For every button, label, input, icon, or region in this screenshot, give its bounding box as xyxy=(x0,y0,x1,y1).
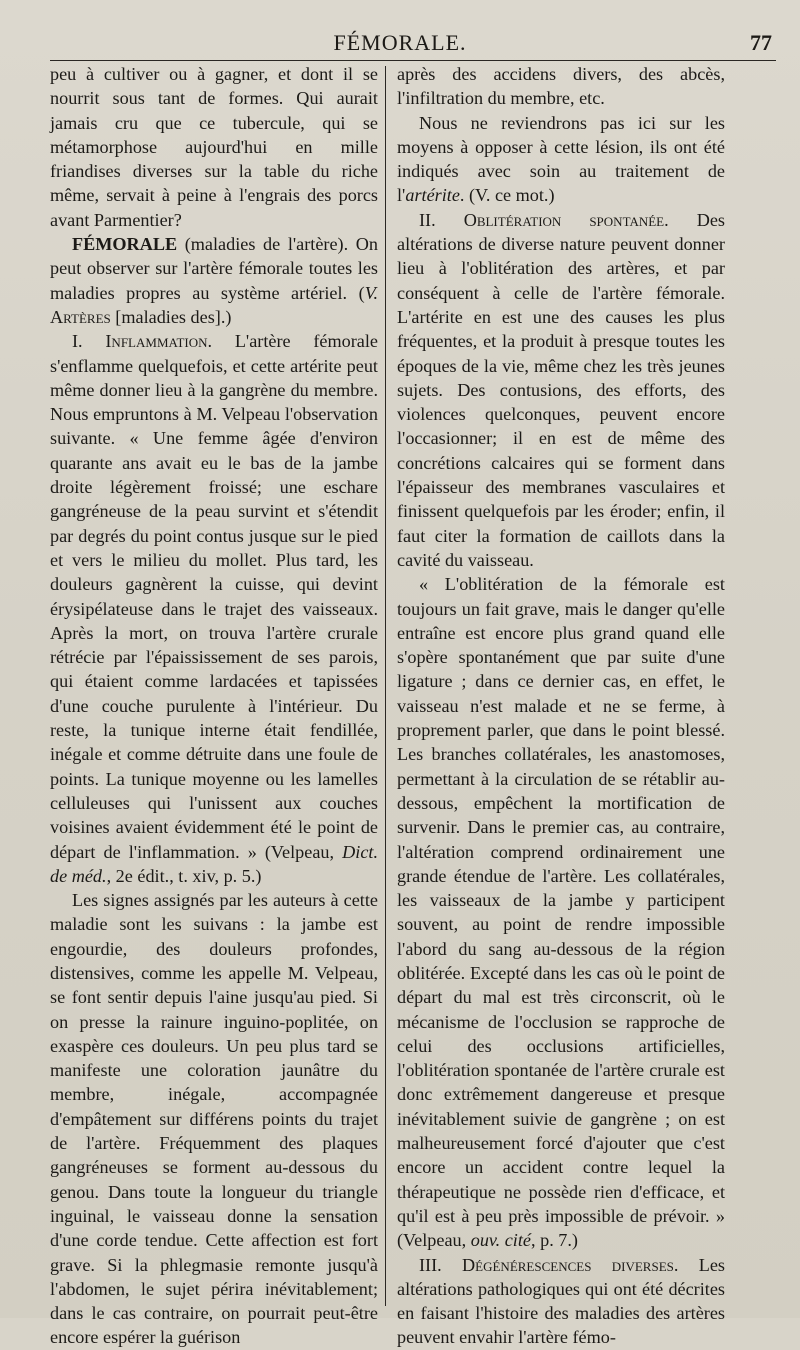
section-number: I. xyxy=(72,331,106,352)
paragraph-text: Les signes assignés par les auteurs à cette maladie sont les suivans : la jambe est engourdie, des douleurs profondes, distensives, comme les appelle M. Velpeau, se font sentir depuis l'aine jusqu'au pied. Si on presse la rainure inguino-poplitée, on exaspère ces douleurs. Un peu plus tard se manifeste une coloration jaunâtre du membre, inégale, accompagnée d'empâtement sur différens points du trajet de l'artère. Fréquemment des plaques gangréneuses se forment au-dessous du genou. Dans toute la longueur du triangle inguinal, le vaisseau donne la sensation d'une corde tendue. Cette affection est fort grave. Si la phlegmasie remonte jusqu'à l'abdomen, le sujet périra inévitablement; dans le cas contraire, on pourrait peut-être encore espérer la guérison xyxy=(50,890,378,1348)
paragraph-inflammation xyxy=(50,329,378,888)
column-divider xyxy=(385,66,386,1306)
paragraph-text: . (V. ce mot.) xyxy=(459,185,555,206)
section-number: II. xyxy=(419,209,464,230)
paragraph-signs xyxy=(50,888,378,1350)
paragraph-text: (maladies de l'artère). On peut observer sur l'artère fémorale toutes les maladies propres au système artériel. ( xyxy=(50,234,378,303)
paragraph-obliteration xyxy=(397,208,725,572)
italic-citation: Dict. de méd. xyxy=(50,841,378,886)
paragraph-text: , p. 7.) xyxy=(531,1230,578,1251)
paragraph-text: peu à cultiver ou à gagner, et dont il se nourrit sous tant de formes. Qui aurait jamais cru que ce tubercule, qui se métamorphose aujourd'hui en mille friandises diverses sur la table du riche même, servait à peine à l'engrais des porcs avant Parmentier? xyxy=(50,64,378,230)
italic-ref: V. xyxy=(364,282,378,303)
paragraph-text: Nous ne reviendrons pas ici sur les moyens à opposer à cette lésion, ils ont été indiqués avec soin au traitement de l' xyxy=(397,112,725,206)
small-caps-ref: Artères xyxy=(50,306,111,327)
running-head xyxy=(0,30,800,62)
italic-term: artérite xyxy=(405,185,460,206)
paragraph-text: Les altérations pathologiques qui ont été décrites en faisant l'histoire des maladies des artères peuvent envahir l'artère fémo- xyxy=(397,1254,725,1348)
paragraph-continued xyxy=(50,62,378,232)
section-heading: Dégénérescences diverses. xyxy=(462,1254,679,1275)
paragraph-continued xyxy=(397,62,725,111)
paragraph-treatment xyxy=(397,111,725,208)
paragraph-text: après des accidens divers, des abcès, l'infiltration du membre, etc. xyxy=(397,64,725,109)
left-column xyxy=(50,62,378,1350)
paragraph-text: Des altérations de diverse nature peuvent donner lieu à l'oblitération des artères, et par conséquent à celle de l'artère fémorale. L'artérite en est une des causes les plus fréquentes, et la produit à presque toutes les époques de la vie, même chez les très jeunes sujets. Des contusions, des efforts, des violences quelconques, peuvent encore l'occasionner; il en est de même des concrétions calcaires qui se forment dans l'épaisseur des membranes vasculaires et finissent quelquefois par les éroder; enfin, il faut citer la formation de caillots dans la cavité du vaisseau. xyxy=(397,209,725,570)
paragraph-text: [maladies des].) xyxy=(110,306,232,327)
paragraph-text: , 2e édit., t. xiv, p. 5.) xyxy=(106,865,262,886)
paragraph-text: L'artère fémorale s'enflamme quelquefois, et cette artérite peut même donner lieu à la gangrène du membre. Nous empruntons à M. Velpeau l'observation suivante. « Une femme âgée d'environ quarante ans avait eu le bas de la jambe droite légèrement froissé; une eschare gangréneuse de la peau survint et s'étendit par degrés du point contus jusque sur le pied et vers le milieu du mollet. Plus tard, les douleurs gagnèrent la cuisse, qui devint érysipélateuse dans le trajet des vaisseaux. Après la mort, on trouva l'artère crurale rétrécie par l'épaississement de ses parois, qui étaient comme lardacées et tapissées d'une couche purulente à l'intérieur. Du reste, la tunique interne était fendillée, inégale et comme détruite dans une foule de points. La tunique moyenne ou les lamelles celluleuses qui l'unissent aux couches voisines avaient évidemment été le point de départ de l'inflammation. » (Velpeau, xyxy=(50,331,378,862)
running-title: FÉMORALE. xyxy=(333,30,467,55)
section-heading: Inflammation. xyxy=(105,331,213,352)
entry-headword: FÉMORALE xyxy=(72,234,178,255)
italic-citation: ouv. cité xyxy=(470,1230,531,1251)
paragraph-quote-velpeau xyxy=(397,572,725,1252)
paragraph-femorale-entry xyxy=(50,232,378,329)
right-column xyxy=(397,62,725,1350)
paragraph-text: « L'oblitération de la fémorale est toujours un fait grave, mais le danger qu'elle entraîne est encore plus grand quand elle s'opère spontanément que par suite d'une ligature ; dans ce dernier cas, en effet, le vaisseau n'est malade et ne se ferme, à proprement parler, que dans le point blessé. Les branches collatérales, les anastomoses, permettant à la circulation de se rétablir au-dessous, empêchent la mortification de survenir. Dans le premier cas, au contraire, l'altération comprend ordinairement une grande étendue de l'artère. Les collatérales, les vaisseaux de la jambe y participent souvent, au point de rendre impossible l'abord du sang au-dessous de la région oblitérée. Excepté dans les cas où le point de départ du mal est très circonscrit, où le mécanisme de l'occlusion se rapproche de celui des occlusions artificielles, l'oblitération spontanée de l'artère crurale est donc extrêmement dangereuse et presque inévitablement suivie de gangrène ; on est malheureusement forcé d'ajouter que c'est encore un accident contre lequel la thérapeutique ne possède rien d'efficace, et qu'il est à peu près impossible de prévoir. » (Velpeau, xyxy=(397,574,725,1251)
header-rule xyxy=(50,60,776,61)
paragraph-degenerescences xyxy=(397,1253,725,1350)
section-number: III. xyxy=(419,1254,463,1275)
page-number: 77 xyxy=(750,30,772,55)
section-heading: Oblitération spontanée. xyxy=(463,209,669,230)
